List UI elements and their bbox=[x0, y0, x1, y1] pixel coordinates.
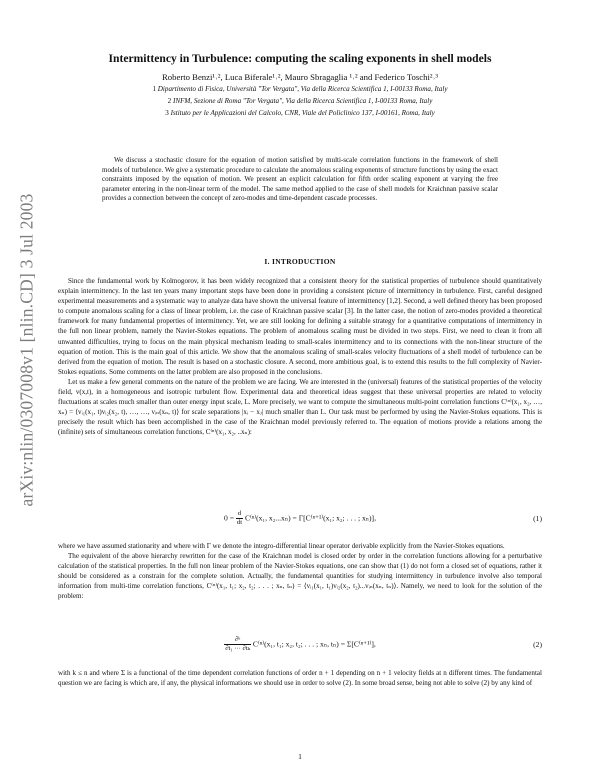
affiliation-3 bbox=[58, 109, 542, 117]
affiliation-3-mark: 3 bbox=[165, 109, 169, 117]
equation-2-number: (2) bbox=[533, 640, 542, 649]
affiliation-2-mark: 2 bbox=[167, 97, 172, 105]
equation-2-expression bbox=[58, 636, 542, 653]
affiliation-1 bbox=[58, 85, 542, 93]
paper-title: Intermittency in Turbulence: computing the scaling exponents in shell models bbox=[108, 52, 492, 65]
section-heading-introduction: I. INTRODUCTION bbox=[264, 257, 336, 266]
arxiv-identifier-stamp bbox=[10, 150, 44, 550]
equation-1-denominator: dt bbox=[236, 519, 243, 526]
paragraph-2: Let us make a few general comments on the nature of the problem we are facing. We are interested in the (universal) features of the statistical properties of the velocity field, v(x,t), in a homogeneous and isotropic turbulent flow. Experimental data and theoretical ideas suggest that these universal properties are related to velocity fluctuations at scales much smaller than outer energy input scale, L. More precisely, we want to compute the simultaneous multi-point correlation functions C⁽ⁿ⁾(x₁, x₂, …, xₙ) = ⟨vᵢ₁(x₁, t)vᵢ₂(x₂, t), …, …, vᵢₙ(xₙ, t)⟩ for scale separations |xᵢ − xⱼ| much smaller than L. Our task must be performed by using the Navier-Stokes equations. This is precisely the result which has been accomplished in the case of the Kraichnan model previously referred to. The equation of motions provide a relations among the (infinite) sets of simultaneous correlation functions, C⁽ⁿ⁾(x₁, x₂, ..xₙ): bbox=[58, 377, 542, 437]
abstract: We discuss a stochastic closure for the equation of motion satisfied by multi-scale correlation functions in the framework of shell models of turbulence. We give a systematic procedure to calculate the anomalous scaling exponents of structure functions by using the exact constraints imposed by the equation of motion. We present an explicit calculation for fifth order scaling exponent at varying the free parameter entering in the non-linear term of the model. The same method applied to the case of shell models for Kraichnan passive scalar provides a connection between the concept of zero-modes and time-dependent cascade processes. bbox=[102, 156, 498, 203]
paragraph-1: Since the fundamental work by Kolmogorov, it has been widely recognized that a consistent theory for the statistical properties of turbulence should quantitatively explain intermittency. In the last ten years many important steps have been done in providing a consistent picture of intermittency in turbulence. First, careful designed experimental measurements and a systematic way to analyze data have shown the universal feature of intermittency [1,2]. Second, a well defined theory has been proposed to compute anomalous scaling for a class of linear problem, i.e. the case of Kraichnan passive scalar [3]. In the latter case, the notion of zero-modes provided a theoretical framework for many fundamental properties of intermittency. Yet, we are still looking for defining a suitable strategy for a quantitative computations of intermittency in the full non linear problem, namely the Navier-Stokes equations. The problem of anomalous scaling must be divided in two steps. First, we need to clean it from all unwanted difficulties, trying to focus on the main physical mechanism leading to small-scales intermittency and to its connections with the non-linear structure of the equation of motion. This is the main goal of this article. We show that the anomalous scaling of small-scales velocity fluctuations of a shell model of turbulence can be derived from the equation of motion. The result is based on a stochastic closure. A second, more ambitious goal, is to extend this results to the full complexity of Navier-Stokes equations. Some comments on the latter problem are also proposed in the conclusions. bbox=[58, 277, 542, 376]
affiliation-1-text: Dipartimento di Fisica, Università "Tor Vergata", Via della Ricerca Scientifica 1, I-00133 Roma, Italy bbox=[157, 85, 448, 93]
equation-1-body: C⁽ⁿ⁾(x₁, x₂...xₙ) = Γ[C⁽ⁿ⁺¹⁾(x₁; x₂; . . . ; xₙ)], bbox=[244, 513, 376, 523]
equation-1-numerator: d bbox=[237, 510, 242, 517]
equation-2-body: C⁽ⁿ⁾(x₁, t₁; x₂, t₂; . . . ; xₙ, tₙ) = Σ[C⁽ⁿ⁺¹⁾], bbox=[252, 639, 376, 649]
intro-body-middle bbox=[58, 541, 542, 602]
author-list: Roberto Benzi¹˒², Luca Biferale¹˒², Mauro Sbragaglia ¹˒² and Federico Toschi²˒³ bbox=[161, 72, 439, 82]
intro-body-bottom bbox=[58, 668, 542, 688]
equation-2-numerator: ∂ᵏ bbox=[224, 636, 251, 645]
paragraph-5: with k ≤ n and where Σ is a functional of the time dependent correlation functions of order n + 1 depending on n + 1 velocity fields at n different times. The fundamental question we are facing is which are, if any, the physical informations we should use in order to solve (2). In some broad sense, being not able to solve (2) by any kind of bbox=[58, 669, 542, 688]
equation-2-denominator: ∂t₁ ··· ∂tₖ bbox=[225, 645, 250, 652]
equation-1-number: (1) bbox=[533, 514, 542, 523]
page-number: 1 bbox=[298, 752, 302, 761]
equation-2-derivative bbox=[224, 636, 251, 653]
affiliation-1-mark: 1 bbox=[152, 85, 157, 93]
paragraph-4: The equivalent of the above hierarchy rewritten for the case of the Kraichnan model is closed order by order in the correlation functions allowing for a perturbative calculation of the statistical properties. In the full non linear problem of the Navier-Stokes equations, one can show that (1) do not form a closed set of equations, rather it should be considered as a constrain for the complete solution. Actually, the fundamental quantities for studying intermittency in turbulence involve also temporal information from multi-time correlation functions, C⁽ⁿ⁾(x₁, t₁; x₂, t₂; . . . ; xₙ, tₙ) = ⟨vᵢ₁(x₁, t₁)vᵢ₂(x₂, t₂)...vᵢₙ(xₙ, tₙ)⟩. Namely, we need to look for the solution of the problem: bbox=[58, 552, 542, 601]
affiliation-2-text: INFM, Sezione di Roma "Tor Vergata", Via della Ricerca Scientifica 1, I-00133 Roma, Italy bbox=[172, 97, 433, 105]
affiliation-2 bbox=[58, 97, 542, 105]
paragraph-3: where we have assumed stationarity and where with Γ we denote the integro-differential linear operator derivable explicitly from the Navier-Stokes equations. bbox=[58, 542, 505, 550]
arxiv-identifier-text: arXiv:nlin/0307008v1 [nlin.CD] 3 Jul 2003 bbox=[16, 193, 37, 507]
intro-body-top bbox=[58, 276, 542, 438]
equation-1-expression: 0 = $\frac{d}{dt}$ C⁽ⁿ⁾(x₁, x₂...xₙ) = Γ[C⁽ⁿ⁺¹⁾(x₁; x₂; . . . ; xₙ)], bbox=[224, 510, 376, 526]
equation-1-derivative bbox=[236, 510, 243, 527]
affiliation-3-text: Istituto per le Applicazioni del Calcolo, CNR, Viale del Policlinico 137, I-00161, Roma, Italy bbox=[170, 109, 435, 117]
